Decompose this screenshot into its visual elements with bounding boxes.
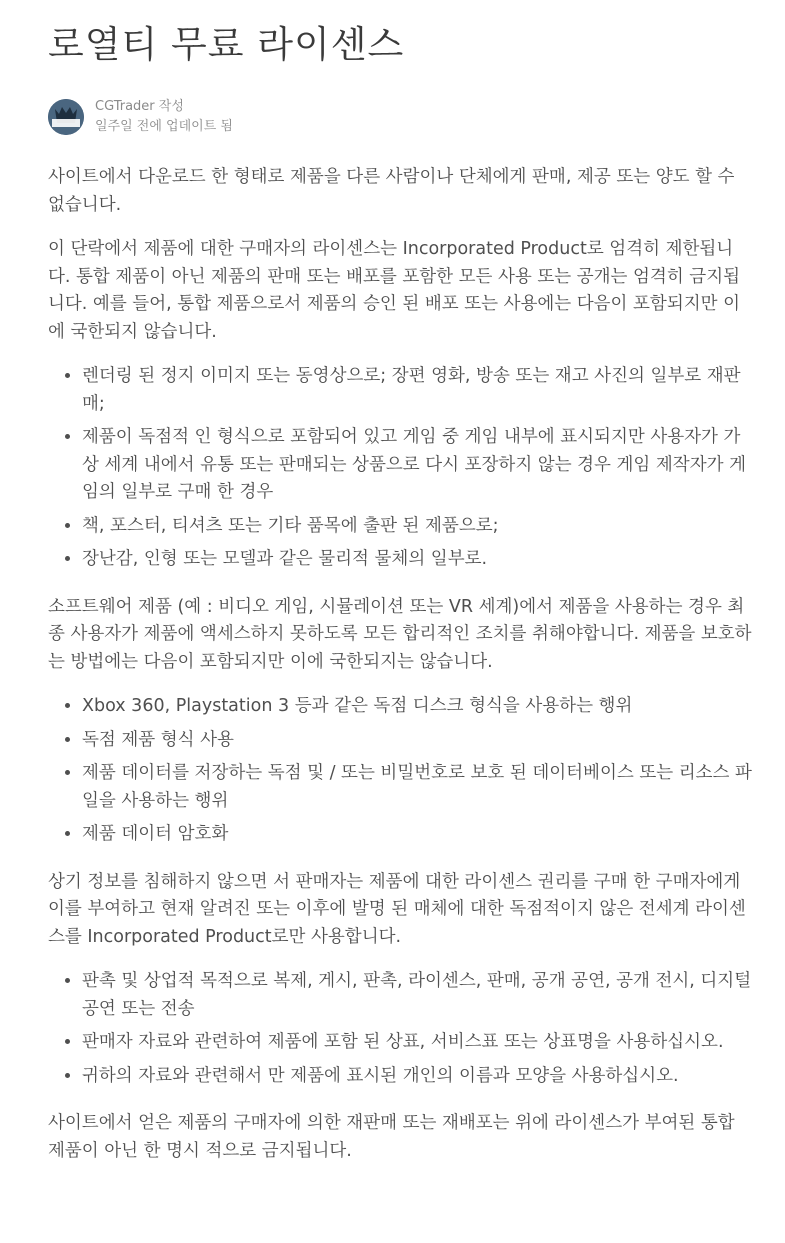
- list-item: • 장난감, 인형 또는 모델과 같은 물리적 물체의 일부로.: [82, 546, 755, 574]
- paragraph-3: 소프트웨어 제품 (예 : 비디오 게임, 시뮬레이션 또는 VR 세계)에서 제품을 사용하는 경우 최종 사용자가 제품에 액세스하지 못하도록 모든 합리적인 조치를 취해야합니다. 제품을 보호하는 방법에는 다음이 포함되지만 이에 국한되지는 않습니다.: [48, 596, 752, 672]
- list-item: • 판촉 및 상업적 목적으로 복제, 게시, 판촉, 라이센스, 판매, 공개 공연, 공개 전시, 디지털 공연 또는 전송: [82, 968, 755, 1023]
- updated-line: 일주일 전에 업데이트 됨: [95, 119, 233, 134]
- list-item: • 독점 제품 형식 사용: [82, 727, 755, 755]
- avatar[interactable]: [48, 99, 84, 135]
- paragraph-5: 사이트에서 얻은 제품의 구매자에 의한 재판매 또는 재배포는 위에 라이센스가 부여된 통합 제품이 아닌 한 명시 적으로 금지됩니다.: [48, 1113, 735, 1161]
- list-item: • 판매자 자료와 관련하여 제품에 포함 된 상표, 서비스표 또는 상표명을 사용하십시오.: [82, 1029, 755, 1057]
- list-item: • 렌더링 된 정지 이미지 또는 동영상으로; 장편 영화, 방송 또는 재고 사진의 일부로 재판매;: [82, 363, 755, 418]
- list-permitted-uses: [48, 363, 755, 574]
- list-item: • 제품 데이터를 저장하는 독점 및 / 또는 비밀번호로 보호 된 데이터베이스 또는 리소스 파일을 사용하는 행위: [82, 760, 755, 815]
- list-item: • 제품이 독점적 인 형식으로 포함되어 있고 게임 중 게임 내부에 표시되지만 사용자가 가상 세계 내에서 유통 또는 판매되는 상품으로 다시 포장하지 않는 경우 게임 제작자가 게임의 일부로 구매 한 경우: [82, 424, 755, 507]
- list-item: • 제품 데이터 암호화: [82, 821, 755, 849]
- author-block: [48, 92, 755, 142]
- author-meta: [95, 97, 233, 137]
- cgtrader-logo-icon: [48, 99, 84, 135]
- list-item: • 책, 포스터, 티셔츠 또는 기타 품목에 출판 된 제품으로;: [82, 513, 755, 541]
- paragraph-4: 상기 정보를 침해하지 않으면 서 판매자는 제품에 대한 라이센스 권리를 구매 한 구매자에게이를 부여하고 현재 알려진 또는 이후에 발명 된 매체에 대한 독점적이지 않은 전세계 라이센스를 Incorporated Product로만 사용합니다.: [48, 871, 746, 947]
- list-granted-rights: [48, 968, 755, 1090]
- page-title: 로열티 무료 라이센스: [48, 23, 405, 66]
- list-item: • Xbox 360, Playstation 3 등과 같은 독점 디스크 형식을 사용하는 행위: [82, 693, 755, 721]
- article-body: [48, 164, 755, 1165]
- list-item: • 귀하의 자료와 관련해서 만 제품에 표시된 개인의 이름과 모양을 사용하십시오.: [82, 1063, 755, 1091]
- list-protection-methods: [48, 693, 755, 849]
- paragraph-2: 이 단락에서 제품에 대한 구매자의 라이센스는 Incorporated Product로 엄격히 제한됩니다. 통합 제품이 아닌 제품의 판매 또는 배포를 포함한 모든 사용 또는 공개는 엄격히 금지됩니다. 예를 들어, 통합 제품으로서 제품의 승인 된 배포 또는 사용에는 다음이 포함되지만 이에 국한되지 않습니다.: [48, 239, 741, 342]
- author-line: CGTrader 작성: [95, 99, 184, 114]
- paragraph-1: 사이트에서 다운로드 한 형태로 제품을 다른 사람이나 단체에게 판매, 제공 또는 양도 할 수 없습니다.: [48, 167, 735, 215]
